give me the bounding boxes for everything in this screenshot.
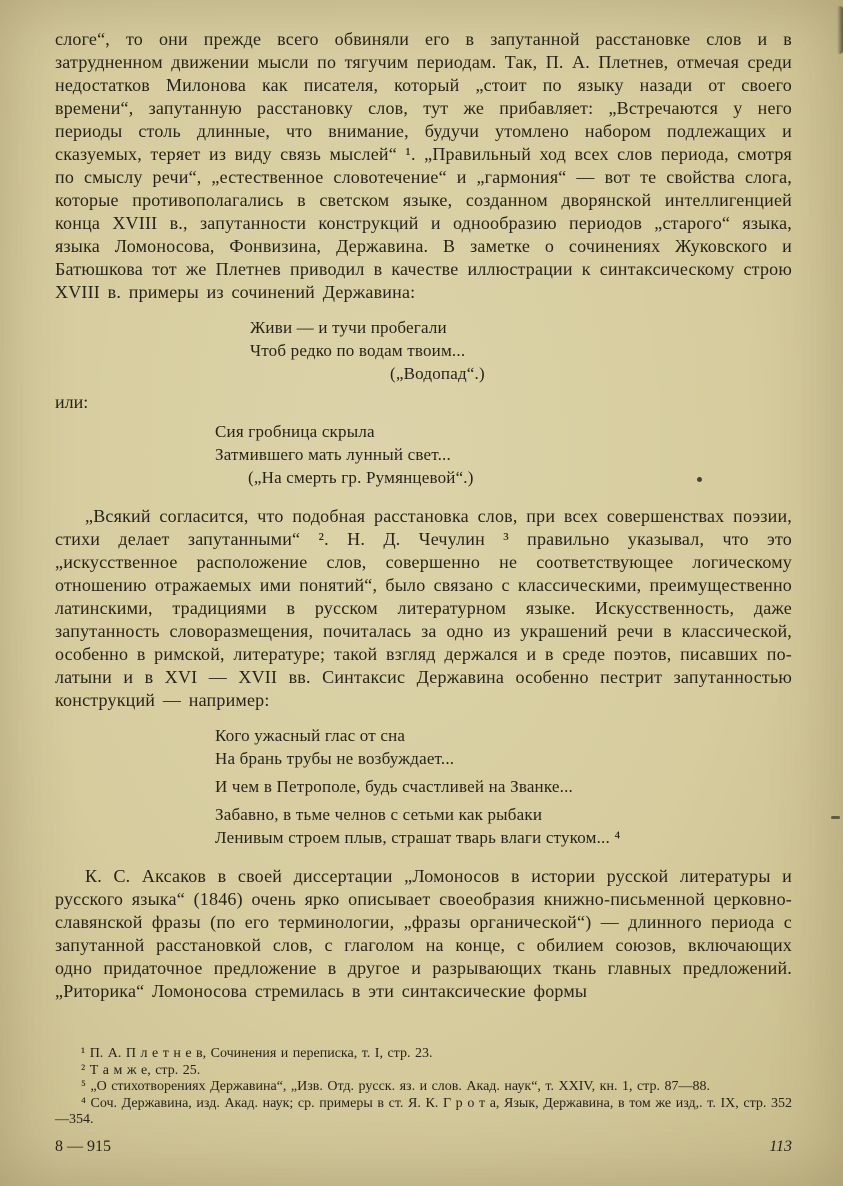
verse-citation: („Водопад“.) — [390, 364, 485, 383]
footnote-1: ¹ П. А. П л е т н е в, Сочинения и переписка, т. I, стр. 23. — [81, 1046, 433, 1061]
body-paragraph-3: К. С. Аксаков в своей диссертации „Ломоносов в истории русской литературы и русского языка“ (1846) очень ярко описывает своеобразия книжно-письменной церковно-славянской фразы (по его терминологии, „фразы органической“) — длинного периода с запутанной расстановкой слов, с глаголом на конце, с обилием союзов, включающих одно придаточное предложение в другое и разрывающих ткань главных предложений. „Риторика“ Ломоносова стремилась в эти синтаксические формы — [55, 866, 792, 1001]
verse-line: Чтоб редко по водам твоим... — [250, 341, 466, 360]
verse-fragment — [215, 724, 792, 770]
verse-line: Живи — и тучи пробегали — [250, 318, 447, 337]
scan-edge-dash-artifact — [831, 816, 840, 819]
verse-line: Кого ужасный глас от сна — [215, 726, 406, 745]
footnote-2: ² Т а м ж е, стр. 25. — [81, 1062, 201, 1078]
verse-fragment — [215, 775, 792, 798]
verse-line: Затмившего мать лунный свет... — [215, 445, 451, 464]
verse-line: И чем в Петрополе, будь счастливей на Званке... — [215, 777, 573, 796]
verse-citation: („На смерть гр. Румянцевой“.) — [248, 468, 474, 487]
footnote-4: ⁴ Соч. Державина, изд. Акад. наук; ср. примеры в ст. Я. К. Г р о т а, Язык, Державина, в том же изд,. т. IX, стр. 352—354. — [55, 1095, 792, 1127]
verse-fragment — [215, 803, 792, 849]
scan-edge-smudge-artifact — [837, 6, 843, 54]
body-paragraph-2: „Всякий согласится, что подобная расстановка слов, при всех совершенствах поэзии, стихи делает запутанными“ ². Н. Д. Чечулин ³ правильно указывал, что это „искусственное расположение слов, совершенно не соответствующее логическому отношению отражаемых ими понятий“, было связано с классическими, преимущественно латинскими, традициями в русском литературном языке. Искусственность, даже запутанность словоразмещения, почиталась за одно из украшений речи в классической, особенно в римской, литературе; такой взгляд держался и в среде поэтов, писавших по-латыни и в XVI — XVII вв. Синтаксис Державина особенно пестрит запутанностью конструкций — например: — [55, 506, 792, 710]
verse-line: Забавно, в тьме челнов с сетьми как рыбаки — [215, 805, 543, 824]
page-footer — [55, 1138, 792, 1156]
footnotes-block — [55, 1046, 792, 1129]
verse-block-1 — [250, 316, 792, 385]
verse-block-3 — [215, 724, 792, 849]
or-label: или: — [55, 392, 89, 412]
printer-signature: 8 — 915 — [55, 1138, 111, 1155]
page-body-text — [55, 28, 792, 1040]
verse-line: На брань трубы не возбуждает... — [215, 749, 455, 768]
verse-line: Сия гробница скрыла — [215, 422, 375, 441]
verse-line: Ленивым строем плыв, страшат тварь влаги стуком... ⁴ — [215, 828, 621, 847]
ink-dot-artifact — [697, 477, 702, 482]
footnote-3: ⁵ „О стихотворениях Державина“, „Изв. Отд. русск. яз. и слов. Акад. наук“, т. XXIV, кн. 1, стр. 87—88. — [81, 1079, 710, 1094]
body-paragraph-1: слоге“, то они прежде всего обвиняли его в запутанной расстановке слов и в затрудненном движении мысли по тягучим периодам. Так, П. А. Плетнев, отмечая среди недостатков Милонова как писателя, который „стоит по языку назади от своего времени“, запутанную расстановку слов, тут же прибавляет: „Встречаются у него периоды столь длинные, что внимание, будучи утомлено набором подлежащих и сказуемых, теряет из виду связь мыслей“ ¹. „Правильный ход всех слов периода, смотря по смыслу речи“, „естественное словотечение“ и „гармония“ — вот те свойства слога, которые противополагались в светском языке, созданном дворянской интеллигенцией конца XVIII в., запутанности конструкций и однообразию периодов „старого“ языка, языка Ломоносова, Фонвизина, Державина. В заметке о сочинениях Жуковского и Батюшкова тот же Плетнев приводил в качестве иллюстрации к синтаксическому строю XVIII в. примеры из сочинений Державина: — [55, 29, 792, 302]
verse-block-2 — [215, 420, 792, 489]
page-number: 113 — [769, 1138, 792, 1155]
